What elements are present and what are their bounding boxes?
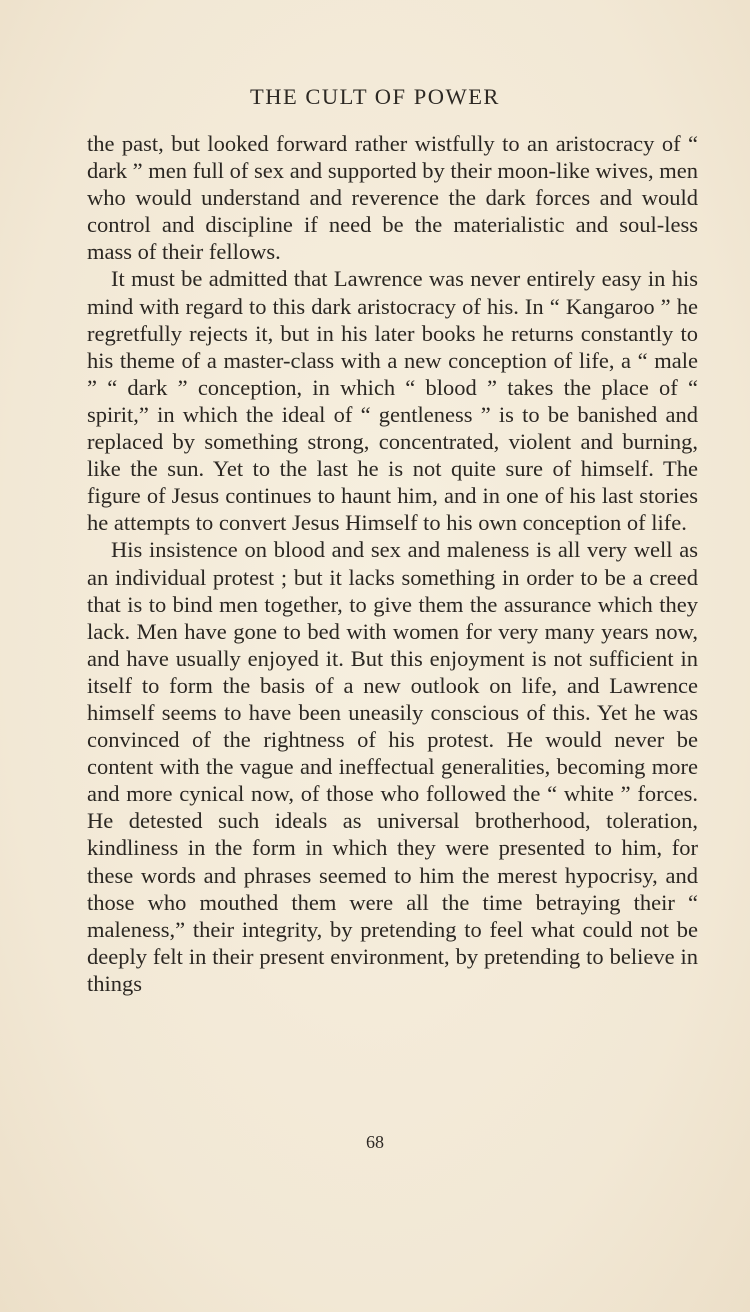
paragraph-1: the past, but looked forward rather wistfully to an aristocracy of “ dark ” men full of sex and supported by their moon-like wives, men who would understand and reverence the dark forces and would control and discipline if need be the materialistic and soul-less mass of their fellows. [87, 131, 698, 265]
body-text [87, 130, 698, 997]
page-number: 68 [366, 1132, 384, 1152]
running-head: THE CULT OF POWER [250, 84, 500, 109]
paragraph-3: His insistence on blood and sex and maleness is all very well as an individual protest ; but it lacks something in order to be a creed that is to bind men together, to give them the assurance which they lack. Men have gone to bed with women for very many years now, and have usually enjoyed it. But this enjoyment is not sufficient in itself to form the basis of a new outlook on life, and Lawrence himself seems to have been uneasily conscious of this. Yet he was convinced of the rightness of his protest. He would never be content with the vague and ineffectual generalities, becoming more and more cynical now, of those who followed the “ white ” forces. He detested such ideals as universal brotherhood, toleration, kindliness in the form in which they were presented to him, for these words and phrases seemed to him the merest hypocrisy, and those who mouthed them were all the time betraying their “ maleness,” their integrity, by pretending to feel what could not be deeply felt in their present environment, by pretending to believe in things [87, 537, 698, 996]
paragraph-2: It must be admitted that Lawrence was never entirely easy in his mind with regard to this dark aristocracy of his. In “ Kangaroo ” he regretfully rejects it, but in his later books he returns constantly to his theme of a master-class with a new conception of life, a “ male ” “ dark ” conception, in which “ blood ” takes the place of “ spirit,” in which the ideal of “ gentleness ” is to be banished and replaced by something strong, concentrated, violent and burning, like the sun. Yet to the last he is not quite sure of himself. The figure of Jesus continues to haunt him, and in one of his last stories he attempts to convert Jesus Himself to his own conception of life. [87, 266, 698, 536]
